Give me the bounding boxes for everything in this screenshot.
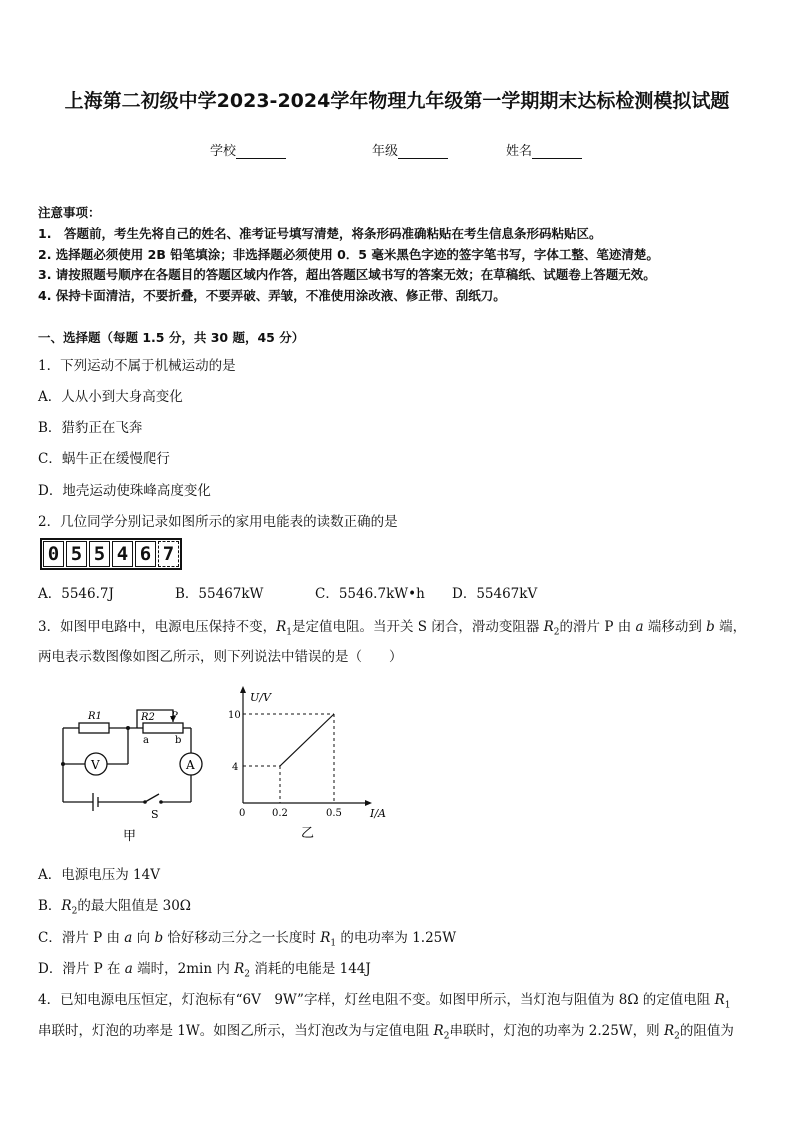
q3d-text: 消耗的电能是 144J xyxy=(250,961,371,977)
switch-icon xyxy=(145,794,159,802)
q3c-text: 向 xyxy=(132,930,155,946)
q3b-text: 的最大阻值是 30Ω xyxy=(77,898,191,914)
notice-item-3: 3. 请按照题号顺序在各题目的答题区域内作答，超出答题区域书写的答案无效；在草稿纸、试题卷上答题无效。 xyxy=(38,267,656,282)
q3-option-b xyxy=(38,894,191,917)
q1-option-a: A．人从小到大身高变化 xyxy=(38,389,183,405)
q3-option-c xyxy=(38,926,456,949)
circuit-diagram xyxy=(55,700,215,845)
ammeter-label: A xyxy=(186,758,195,772)
r1-symbol: R xyxy=(320,930,331,946)
r2-subscript: 2 xyxy=(71,906,78,917)
name-label: 姓名 xyxy=(506,144,533,159)
r1-subscript: 1 xyxy=(286,627,292,638)
b-symbol: b xyxy=(154,930,164,946)
notice-item-4: 4. 保持卡面清洁，不要折叠，不要弄破、弄皱，不准使用涂改液、修正带、刮纸刀。 xyxy=(38,288,506,303)
q3d-text: D．滑片 P 在 xyxy=(38,961,125,977)
q3c-text: 恰好移动三分之一长度时 xyxy=(163,930,321,946)
q3-text: 的滑片 P 由 xyxy=(559,619,636,635)
voltmeter-label: V xyxy=(91,758,100,772)
circuit-caption: 甲 xyxy=(123,829,137,844)
r1-label: R1 xyxy=(88,711,102,722)
graph-ylabel: U/V xyxy=(250,691,271,704)
grade-label: 年级 xyxy=(372,144,399,159)
a-label: a xyxy=(143,735,149,746)
q4-stem-line2 xyxy=(38,1019,734,1042)
notice-item-2: 2. 选择题必须使用 2B 铅笔填涂；非选择题必须使用 0．5 毫米黑色字迹的签字笔书写，字体工整、笔迹清楚。 xyxy=(38,247,659,262)
q2-option-a: A．5546.7J xyxy=(38,586,114,602)
r2-subscript: 2 xyxy=(244,969,251,980)
q1-option-d: D．地壳运动使珠峰高度变化 xyxy=(38,483,211,499)
q3-text: 端， xyxy=(714,619,747,635)
resistor-r1 xyxy=(79,723,109,733)
grade-field[interactable] xyxy=(372,140,448,159)
q3-text: 端移动到 xyxy=(643,619,707,635)
r1-symbol: R xyxy=(276,619,287,635)
meter-digit: 5 xyxy=(66,541,87,567)
q1-stem: 1．下列运动不属于机械运动的是 xyxy=(38,358,236,374)
q3-stem-line1 xyxy=(38,615,746,638)
r2-label: R2 xyxy=(141,712,155,723)
xtick-0.2: 0.2 xyxy=(272,808,288,819)
a-symbol: a xyxy=(635,619,644,635)
q3c-text: C．滑片 P 由 xyxy=(38,930,125,946)
r1-subscript: 1 xyxy=(724,1000,731,1011)
school-label: 学校 xyxy=(210,144,237,159)
a-symbol: a xyxy=(124,930,133,946)
r2-subscript: 2 xyxy=(443,1031,450,1042)
meter-digit: 0 xyxy=(43,541,64,567)
page-title: 上海第二初级中学2023-2024学年物理九年级第一学期期末达标检测模拟试题 xyxy=(64,90,730,112)
rheostat-r2 xyxy=(143,723,183,733)
energy-meter-display xyxy=(40,538,182,570)
q3-text: 是定值电阻。当开关 S 闭合，滑动变阻器 xyxy=(292,619,544,635)
b-label: b xyxy=(175,735,182,746)
school-field[interactable] xyxy=(210,140,286,159)
ytick-10: 10 xyxy=(228,710,241,721)
q3-option-d xyxy=(38,957,371,980)
q3-stem-line2: 两电表示数图像如图乙所示，则下列说法中错误的是（ ） xyxy=(38,649,403,665)
r2-symbol: R xyxy=(433,1023,444,1039)
q3-text: 3．如图甲电路中，电源电压保持不变， xyxy=(38,619,277,635)
switch-label: S xyxy=(151,808,159,821)
school-blank[interactable] xyxy=(236,145,286,159)
q4-text: 的阻值为 xyxy=(679,1023,734,1039)
graph-caption: 乙 xyxy=(301,826,315,841)
grade-blank[interactable] xyxy=(398,145,448,159)
ui-graph xyxy=(225,685,400,845)
notice-item-1: 1. 答题前，考生先将自己的姓名、准考证号填写清楚，将条形码准确粘贴在考生信息条形码粘贴区。 xyxy=(38,226,602,241)
q4-stem-line1 xyxy=(38,988,731,1011)
r2-symbol: R xyxy=(234,961,245,977)
r1-subscript: 1 xyxy=(330,938,337,949)
q2-option-c: C．5546.7kW•h xyxy=(315,586,425,602)
name-blank[interactable] xyxy=(532,145,582,159)
graph-xlabel: I/A xyxy=(370,807,386,820)
q4-text: 4．已知电源电压恒定，灯泡标有“6V 9W”字样，灯丝电阻不变。如图甲所示，当灯泡与阻值为 8Ω 的定值电阻 xyxy=(38,992,715,1008)
ytick-4: 4 xyxy=(232,762,239,773)
meter-decimal-digit: 7 xyxy=(158,541,179,567)
q2-option-b: B．55467kW xyxy=(175,586,264,602)
meter-digit: 4 xyxy=(112,541,133,567)
b-symbol: b xyxy=(706,619,715,635)
q4-text: 串联时，灯泡的功率为 2.25W，则 xyxy=(449,1023,664,1039)
q3d-text: 端时，2min 内 xyxy=(132,961,235,977)
notice-heading: 注意事项： xyxy=(38,205,101,220)
meter-digit: 6 xyxy=(135,541,156,567)
r2-subscript: 2 xyxy=(553,627,560,638)
section-heading: 一、选择题（每题 1.5 分，共 30 题，45 分） xyxy=(38,330,305,345)
q2-option-d: D．55467kV xyxy=(452,586,538,602)
r2-symbol: R xyxy=(61,898,72,914)
q3b-text: B． xyxy=(38,898,62,914)
r2-subscript: 2 xyxy=(674,1031,680,1042)
graph-line xyxy=(280,714,334,766)
q4-text: 串联时，灯泡的功率是 1W。如图乙所示，当灯泡改为与定值电阻 xyxy=(38,1023,434,1039)
r2-symbol: R xyxy=(663,1023,675,1039)
q1-option-b: B．猎豹正在飞奔 xyxy=(38,420,143,436)
q3-option-a: A．电源电压为 14V xyxy=(38,867,160,883)
r2-symbol: R xyxy=(543,619,554,635)
xtick-0.5: 0.5 xyxy=(326,808,342,819)
q3c-text: 的电功率为 1.25W xyxy=(336,930,457,946)
meter-digit: 5 xyxy=(89,541,110,567)
a-symbol: a xyxy=(124,961,133,977)
name-field[interactable] xyxy=(506,140,582,159)
q1-option-c: C．蜗牛正在缓慢爬行 xyxy=(38,451,170,467)
p-label: P xyxy=(171,711,178,722)
r1-symbol: R xyxy=(714,992,725,1008)
xtick-0: 0 xyxy=(239,808,246,819)
q2-stem: 2．几位同学分别记录如图所示的家用电能表的读数正确的是 xyxy=(38,514,398,530)
